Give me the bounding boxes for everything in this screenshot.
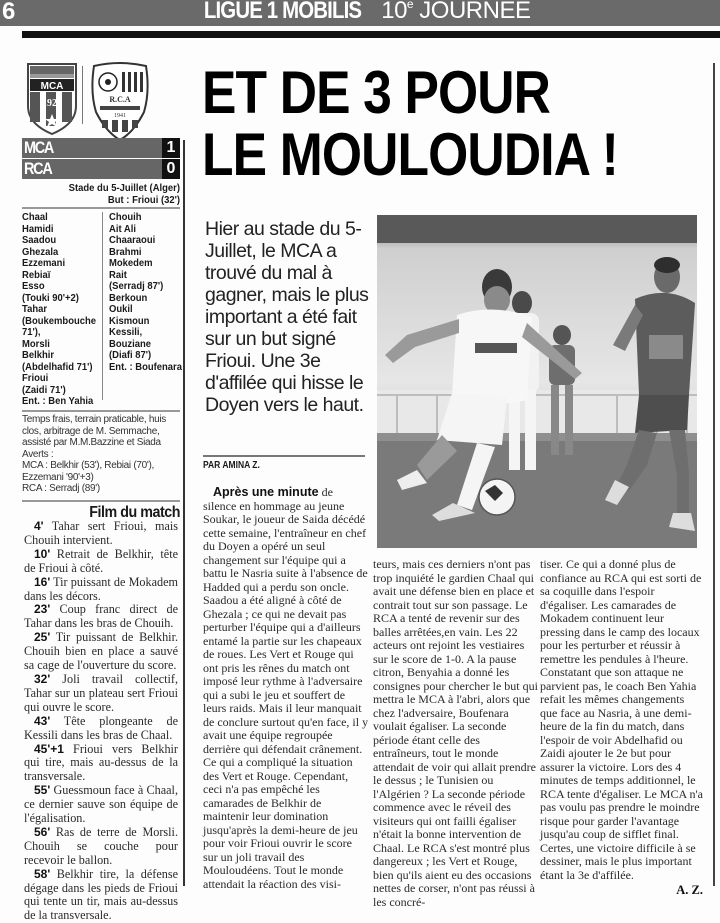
film-item bbox=[24, 576, 178, 604]
film-item bbox=[24, 673, 178, 715]
headline-line-2: LE MOULOUDIA ! bbox=[202, 121, 619, 188]
film-item bbox=[24, 784, 178, 826]
film-minute: 55' bbox=[34, 783, 51, 798]
lineup-entry: 71'), bbox=[22, 326, 41, 338]
goal-scorer: But : Frioui (32') bbox=[107, 194, 180, 206]
film-item bbox=[24, 631, 178, 673]
film-minute: 4' bbox=[34, 519, 44, 533]
film-minute: 25' bbox=[34, 630, 51, 645]
film-item bbox=[24, 868, 178, 923]
article-standfirst: Hier au stade du 5-Juillet, le MCA a trouvé du mal à gagner, mais le plus important a été fait sur un but signé Frioui. Une 3e d'affilée qui hisse le Doyen vers le haut. bbox=[205, 218, 369, 416]
divider bbox=[22, 500, 180, 502]
film-item bbox=[24, 743, 178, 785]
film-text: Tir puissant de Belkhir. Chouih bien en place a sauvé sa cage de l'ouverture du score. bbox=[24, 630, 178, 673]
film-minute: 23' bbox=[34, 602, 51, 617]
film-list bbox=[24, 520, 178, 923]
byline-rule bbox=[203, 455, 365, 457]
league-name: LIGUE 1 MOBILIS bbox=[203, 0, 361, 24]
mca-logo-year: 1921 bbox=[42, 98, 62, 109]
lineup-divider bbox=[102, 212, 103, 400]
film-minute: 45'+1 bbox=[34, 741, 64, 756]
lineup-mca bbox=[22, 212, 100, 408]
home-score: 1 bbox=[162, 138, 180, 158]
film-text: Guessmoun face à Chaal, ce dernier sauve son équipe de l'égalisation. bbox=[24, 783, 178, 826]
rca-logo-text: R.C.A bbox=[109, 95, 131, 104]
article-column-3 bbox=[540, 558, 703, 898]
lineup-entry: Rebiaï bbox=[22, 268, 51, 281]
venue: Stade du 5-Juillet (Alger) bbox=[68, 182, 180, 194]
lineup-entry: Chaal bbox=[22, 211, 48, 223]
lineup-rca bbox=[109, 212, 187, 373]
score-row-home bbox=[22, 138, 180, 158]
section-title bbox=[0, 0, 720, 25]
lineup-entry: Belkhir bbox=[22, 349, 55, 361]
article-column-1 bbox=[203, 486, 369, 891]
conditions-text: Temps frais, terrain praticable, huis clos, arbitrage de M. Semmache, assisté par M.M.Bazzine et Siada bbox=[22, 414, 166, 448]
divider bbox=[22, 410, 180, 412]
rca-crest-icon bbox=[88, 62, 152, 142]
away-team: RCA bbox=[24, 159, 52, 178]
lineup-entry: (Abdelhafid 71') bbox=[22, 360, 93, 373]
article-column-2 bbox=[373, 558, 538, 909]
lineup-entry: Berkoun bbox=[109, 291, 148, 304]
mca-crest-icon bbox=[26, 62, 78, 136]
divider bbox=[22, 207, 180, 209]
lineup-entry: Frioui bbox=[22, 372, 49, 384]
lineup-entry: Bouziane bbox=[109, 337, 152, 350]
film-minute: 16' bbox=[34, 574, 51, 589]
cards-rca: RCA : Serradj (89') bbox=[22, 483, 100, 494]
lineup-entry: Mokedem bbox=[109, 257, 153, 269]
article-text: tiser. Ce qui a donné plus de confiance au RCA qui est sorti de sa coquille dans l'espoir d'égaliser. Les camarades de Mokadem continuent leur pressing dans le camp des locaux pour les perturber et réussir à remettre les pendules à l'heure. Constatant que son attaque ne parvient pas, le coach Ben Yahia refait les mêmes changements que face au Nasria, à une demi-heure de la fin du match, dans l'espoir de voir Abdelhafid ou Zaidi ajouter le 2e but pour assurer la victoire. Lors des 4 minutes de temps additionnel, le RCA tente d'égaliser. Le MCA n'a pas voulu pas prendre le moindre risque pour garder l'avantage jusqu'au coup de sifflet final. Certes, une victoire difficile à se dessiner, mais le plus important étant la 3e d'affilée. bbox=[540, 557, 703, 882]
lineup-entry: Ait Ali bbox=[109, 222, 136, 235]
coach-rca: Ent. : Boufenara bbox=[109, 360, 182, 373]
film-minute: 32' bbox=[34, 671, 51, 686]
logo-divider bbox=[82, 66, 83, 124]
coach-mca: Ent. : Ben Yahia bbox=[22, 395, 94, 407]
film-item bbox=[24, 548, 178, 576]
lineup-entry: Ghezala bbox=[22, 245, 59, 258]
lineup-entry: Brahmi bbox=[109, 245, 142, 258]
lineup-entry: Morsli bbox=[22, 337, 50, 350]
photo-illustration bbox=[377, 215, 697, 548]
mca-logo-text: MCA bbox=[40, 81, 64, 92]
film-text: Tahar sert Frioui, mais Chouih intervient. bbox=[24, 519, 178, 547]
lineup-entry: Rait bbox=[109, 268, 127, 281]
lineup-entry: Chaaraoui bbox=[109, 234, 156, 246]
lineup-entry: (Diafi 87') bbox=[109, 349, 152, 361]
film-minute: 10' bbox=[34, 546, 51, 561]
film-text: Belkhir tire, la défense dégage dans les pieds de Frioui qui tente un tir, mais au-dessus de la transversale. bbox=[24, 866, 178, 923]
byline: PAR AMINA Z. bbox=[203, 460, 260, 471]
film-title: Film du match bbox=[89, 504, 180, 521]
author-signature: A. Z. bbox=[676, 883, 703, 897]
lineup-entry: Hamidi bbox=[22, 222, 54, 235]
film-minute: 58' bbox=[34, 866, 51, 881]
film-text: Frioui vers Belkhir qui tire, mais au-dessus de la transversale. bbox=[24, 741, 178, 784]
film-minute: 56' bbox=[34, 824, 51, 839]
lineup-entry: Kessili, bbox=[109, 326, 143, 338]
film-text: Joli travail collectif, Tahar sur un plateau sert Frioui qui ouvre le score. bbox=[24, 671, 178, 714]
article-text: de silence en hommage au jeune Soukar, le joueur de Saida décédé cette semaine, l'entraîneur en chef du Doyen a opéré un seul changement sur l'équipe qui a battu le Nasria suite à l'absence de Hadded qui a perdu son oncle. Saadou a été aligné à côté de Ghezala ; ce qui ne devait pas perturber l'équipe qui a d'ailleurs entamé la partie sur les chapeaux de roues. Les Vert et Rouge qui ont pris les rênes du match ont imposé leur rythme à l'adversaire qui a subi le jeu et souffert de leurs raids. Mais il leur manquait de conclure surtout qu'en face, il y avait une équipe regroupée derrière qui défendait crânement. Ce qui a compliqué la situation des Vert et Rouge. Cependant, ceci n'a pas empêché les camarades de Belkhir de maintenir leur domination jusqu'après la demi-heure de jeu pour voir Frioui ouvrir le score sur un joli travail des Mouloudéens. Tout le monde attendait la réaction des visi- bbox=[203, 485, 369, 891]
film-item bbox=[24, 603, 178, 631]
lineup-entry: Ezzemani bbox=[22, 257, 66, 269]
column-rule-right bbox=[713, 63, 715, 886]
round-label: 10e JOURNEE bbox=[381, 0, 531, 24]
page-number: 6 bbox=[2, 0, 15, 25]
lineup-entry: (Zaidi 71') bbox=[22, 383, 66, 396]
home-team: MCA bbox=[24, 138, 54, 157]
lineup-entry: Saadou bbox=[22, 234, 57, 246]
article-text: teurs, mais ces derniers n'ont pas trop inquiété le gardien Chaal qui avait une défense bien en place et contrait tout sur son passage. Le RCA a tenté de revenir sur des balles arrêtées,en vain. Les 22 acteurs ont rejoint les vestiaires sur le score de 1-0. A la pause citron, Benyahia a donné les consignes pour chercher le but qui mettra le MCA à l'abri, alors que chez l'adversaire, Boufenara voulait égaliser. La seconde période étant celle des entraîneurs, tout le monde attendait de voir qui allait prendre le dessus ; le Tunisien ou l'Algérien ? La seconde période commence avec le réveil des visiteurs qui ont failli égaliser n'était la bonne intervention de Chaal. Le RCA s'est montré plus dangereux ; les Vert et Rouge, bien qu'ils aient eu des occasions nettes de corser, n'ont pas réussi à les concré- bbox=[373, 557, 538, 909]
section-header bbox=[0, 0, 720, 26]
lineup-entry: (Touki 90'+2) bbox=[22, 291, 79, 304]
headline bbox=[202, 59, 702, 188]
away-score: 0 bbox=[162, 159, 180, 179]
cards-label: Averts : bbox=[22, 448, 54, 460]
film-text: Ras de terre de Morsli. Chouih se couche pour recevoir le ballon. bbox=[24, 824, 178, 867]
header-rule bbox=[22, 31, 720, 38]
film-text: Retrait de Belkhir, tête de Frioui à côté. bbox=[24, 546, 178, 575]
match-conditions bbox=[22, 414, 182, 495]
film-item bbox=[24, 826, 178, 868]
film-minute: 43' bbox=[34, 713, 51, 728]
match-info bbox=[38, 182, 180, 206]
film-item bbox=[24, 520, 178, 548]
headline-line-1: ET DE 3 POUR bbox=[202, 59, 551, 126]
film-text: Tir puissant de Mokadem dans les décors. bbox=[24, 574, 178, 603]
football-match-photo bbox=[377, 215, 697, 548]
lineup-entry: (Serradj 87') bbox=[109, 280, 164, 292]
lineup-entry: Oukil bbox=[109, 303, 133, 315]
lineup-entry: Kismoun bbox=[109, 314, 150, 327]
score-row-away bbox=[22, 159, 180, 179]
lineup-entry: Chouih bbox=[109, 211, 142, 223]
film-item bbox=[24, 715, 178, 743]
film-text: Coup franc direct de Tahar dans les bras de Chouih. bbox=[24, 602, 178, 631]
team-logos bbox=[22, 62, 182, 142]
lineup-entry: Tahar bbox=[22, 303, 48, 315]
lineup-entry: Esso bbox=[22, 280, 45, 292]
cards-mca: MCA : Belkhir (53'), Rebiai (70'), Ezzemani '90'+3) bbox=[22, 460, 154, 483]
film-text: Tête plongeante de Kessili dans les bras de Chaal. bbox=[24, 713, 178, 742]
rca-logo-year: 1941 bbox=[114, 113, 126, 119]
article-lead: Après une minute bbox=[213, 485, 319, 499]
lineup-entry: (Boukembouche bbox=[22, 314, 97, 327]
